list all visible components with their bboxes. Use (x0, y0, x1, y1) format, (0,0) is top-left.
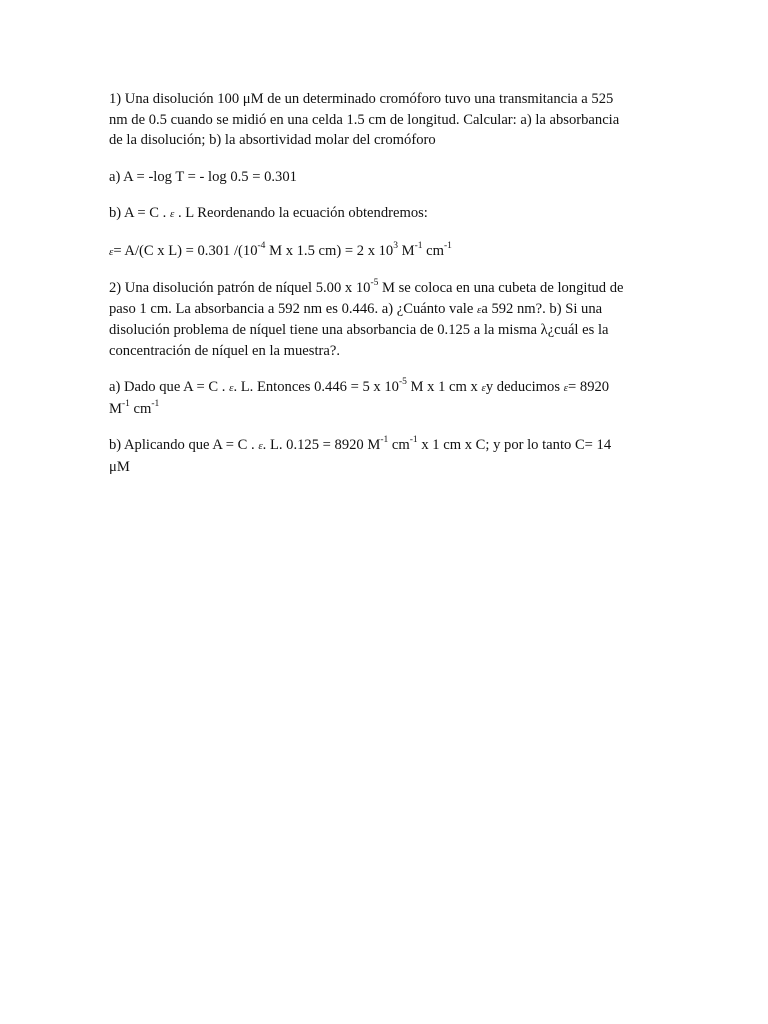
text-line: 1) Una disolución 100 μM de un determinado cromóforo tuvo una transmitancia a 525 (109, 91, 614, 107)
problem-2-answer-a (109, 377, 659, 419)
exponent: -1 (409, 435, 418, 446)
exponent: -1 (151, 398, 160, 409)
problem-2-answer-b (109, 435, 659, 477)
text-line (109, 278, 659, 299)
exponent: -1 (414, 240, 423, 251)
text-segment: . L. 0.125 = 8920 M (262, 437, 381, 453)
text-line: a) A = -log T = - log 0.5 = 0.301 (109, 168, 297, 185)
exponent: -1 (121, 398, 130, 409)
text-line: nm de 0.5 cuando se midió en una celda 1.5 cm de longitud. Calcular: a) la absorbancia (109, 111, 620, 128)
exponent: -1 (380, 435, 389, 446)
text-line (109, 241, 659, 263)
text-segment: a) Dado que A = C . (109, 379, 226, 395)
text-segment: cm (388, 437, 410, 453)
text-segment: ¿cuál es la (547, 322, 609, 338)
epsilon-symbol: ε (109, 245, 114, 258)
exponent: -1 (444, 240, 452, 251)
text-segment: . L. Entonces 0.446 = 5 x 10 (233, 379, 399, 395)
text-segment: M (397, 242, 415, 259)
text-segment: disolución problema de níquel tiene una absorbancia de 0.125 a la misma (109, 322, 537, 338)
exponent: -5 (398, 377, 407, 388)
epsilon-symbol: ε (476, 303, 482, 316)
epsilon-symbol: ε (563, 382, 569, 394)
text-segment: cm (129, 400, 152, 417)
text-line (109, 320, 659, 341)
epsilon-symbol: ε (169, 208, 175, 220)
text-segment: cm (422, 242, 445, 259)
text-line (109, 299, 659, 321)
epsilon-symbol: ε (258, 440, 263, 452)
text-line (109, 203, 659, 225)
problem-2-statement (109, 278, 659, 361)
text-line: concentración de níquel en la muestra?. (109, 342, 340, 359)
text-segment: = A/(C x L) = 0.301 /(10 (113, 242, 258, 259)
epsilon-symbol: ε (229, 382, 234, 394)
text-line: de la disolución; b) la absortividad molar del cromóforo (109, 132, 436, 148)
text-segment: y deducimos (485, 379, 561, 395)
document-body (109, 89, 659, 493)
text-line (109, 435, 659, 457)
lambda-symbol: λ (540, 322, 548, 338)
text-segment: M se coloca en una cubeta de longitud de (378, 280, 624, 296)
text-segment: x 1 cm x C; y por lo tanto C= 14 (417, 437, 612, 453)
text-segment: M (109, 400, 122, 417)
text-segment: = 8920 (568, 379, 610, 395)
text-line (109, 377, 659, 399)
text-segment: b) Aplicando que A = C . (109, 437, 255, 453)
problem-1-answer-b-intro (109, 203, 659, 225)
text-segment: . L Reordenando la ecuación obtendremos: (177, 205, 428, 221)
exponent: 3 (393, 240, 398, 251)
problem-1-statement (109, 89, 659, 151)
exponent: -4 (257, 240, 266, 251)
text-segment: M x 1.5 cm) = 2 x 10 (265, 242, 394, 259)
problem-1-answer-a (109, 167, 659, 188)
text-segment: a 592 nm?. b) Si una (481, 300, 603, 317)
text-line: μM (109, 458, 130, 475)
problem-1-answer-b-result (109, 241, 659, 263)
text-segment: M x 1 cm x (406, 379, 478, 395)
text-segment: paso 1 cm. La absorbancia a 592 nm es 0.446. a) ¿Cuánto vale (109, 300, 474, 317)
exponent: -5 (370, 278, 379, 289)
text-segment: b) A = C . (109, 205, 167, 221)
text-segment: 2) Una disolución patrón de níquel 5.00 x 10 (109, 280, 371, 296)
epsilon-symbol: ε (481, 382, 486, 394)
text-line (109, 399, 659, 420)
